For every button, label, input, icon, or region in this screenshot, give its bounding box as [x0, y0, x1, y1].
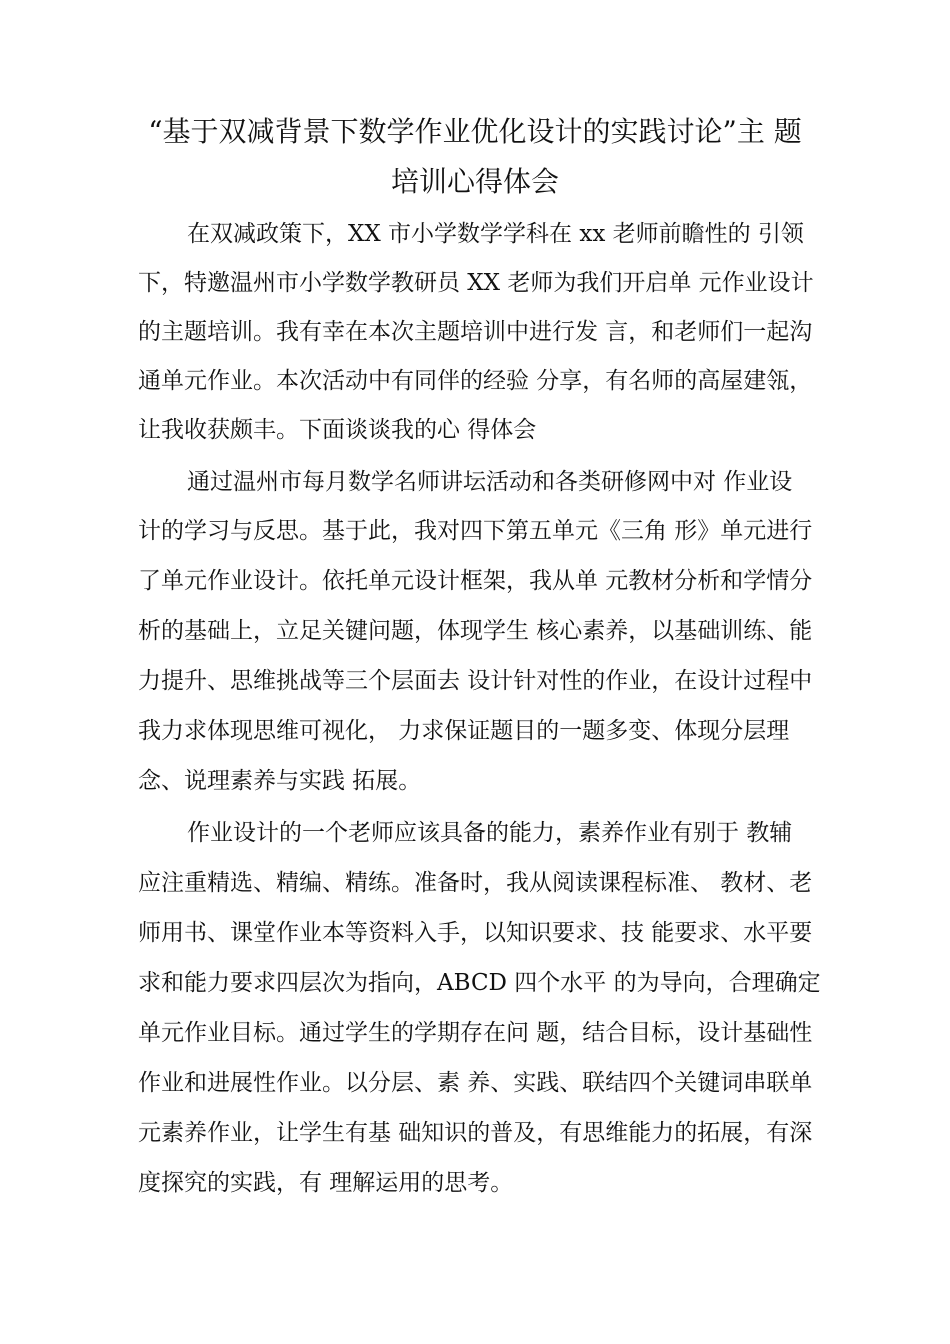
paragraph-3-line-1: 作业设计的一个老师应该具备的能力，素养作业有别于 教辅 — [187, 820, 793, 846]
paragraph-3-line-3: 师用书、课堂作业本等资料入手，以知识要求、技 能要求、水平要 — [138, 920, 813, 946]
paragraph-1-line-5: 让我收获颇丰。下面谈谈我的心 得体会 — [138, 417, 537, 443]
paragraph-2-line-3: 了单元作业设计。依托单元设计框架，我从单 元教材分析和学情分 — [138, 568, 813, 594]
paragraph-2-line-6: 我力求体现思维可视化， 力求保证题目的一题多变、体现分层理 — [138, 718, 790, 744]
paragraph-3-line-7: 元素养作业，让学生有基 础知识的普及，有思维能力的拓展，有深 — [138, 1120, 813, 1146]
paragraph-2-line-2: 计的学习与反思。基于此，我对四下第五单元《三角 形》单元进行 — [138, 518, 813, 544]
document-title-line-1: “基于双减背景下数学作业优化设计的实践讨论”主 题 — [148, 115, 802, 148]
paragraph-3-line-4: 求和能力要求四层次为指向，ABCD 四个水平 的为导向，合理确定 — [138, 970, 821, 996]
paragraph-1-line-2: 下，特邀温州市小学数学教研员 XX 老师为我们开启单 元作业设计 — [138, 270, 814, 296]
paragraph-3-line-8: 度探究的实践，有 理解运用的思考。 — [138, 1170, 514, 1196]
paragraph-2-line-1: 通过温州市每月数学名师讲坛活动和各类研修网中对 作业设 — [187, 469, 793, 495]
paragraph-1-line-3: 的主题培训。我有幸在本次主题培训中进行发 言，和老师们一起沟 — [138, 319, 813, 345]
paragraph-2-line-4: 析的基础上，立足关键问题，体现学生 核心素养，以基础训练、能 — [138, 618, 813, 644]
paragraph-1-line-1: 在双减政策下，XX 市小学数学学科在 xx 老师前瞻性的 引领 — [187, 221, 804, 247]
paragraph-3-line-6: 作业和进展性作业。以分层、素 养、实践、联结四个关键词串联单 — [138, 1070, 813, 1096]
document-title-line-2: 培训心得体会 — [390, 165, 559, 198]
paragraph-2-line-7: 念、说理素养与实践 拓展。 — [138, 768, 422, 794]
paragraph-3-line-5: 单元作业目标。通过学生的学期存在问 题，结合目标，设计基础性 — [138, 1020, 813, 1046]
paragraph-1-line-4: 通单元作业。本次活动中有同伴的经验 分享，有名师的高屋建瓴， — [138, 368, 813, 394]
paragraph-3-line-2: 应注重精选、精编、精练。准备时，我从阅读课程标准、 教材、老 — [138, 870, 813, 896]
paragraph-2-line-5: 力提升、思维挑战等三个层面去 设计针对性的作业，在设计过程中 — [138, 668, 813, 694]
